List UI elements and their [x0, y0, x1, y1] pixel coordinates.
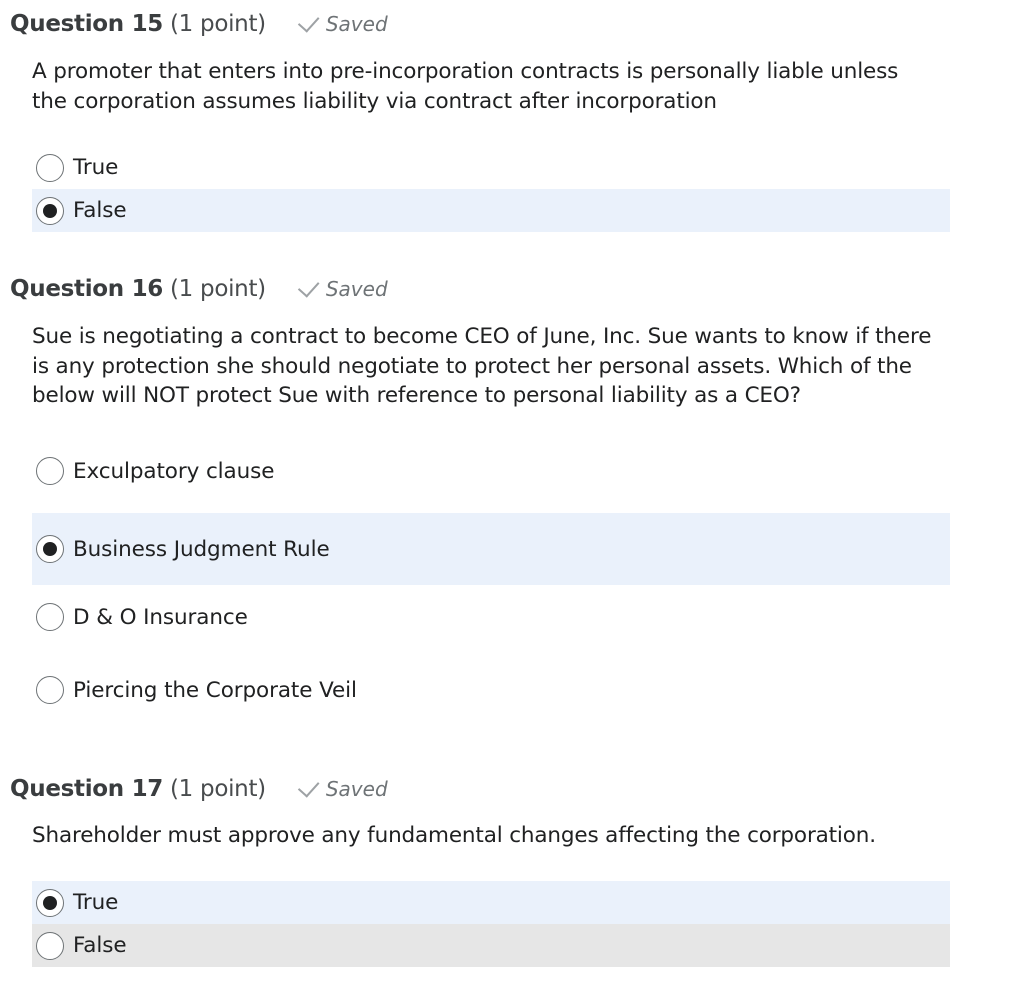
checkmark-icon [298, 775, 320, 797]
checkmark-icon [298, 275, 320, 297]
radio-button[interactable] [36, 197, 64, 225]
option-label: Business Judgment Rule [73, 536, 330, 562]
radio-button[interactable] [36, 676, 64, 704]
question-17-header [10, 774, 388, 804]
q17-option-false[interactable] [32, 924, 950, 967]
option-label: True [73, 890, 119, 915]
question-title: Question 16 (1 point) [10, 276, 266, 302]
radio-button[interactable] [36, 535, 64, 563]
question-title: Question 15 (1 point) [10, 11, 266, 37]
question-15-text [32, 57, 967, 116]
option-label: True [73, 155, 119, 180]
question-16-header [10, 274, 388, 304]
question-title: Question 17 (1 point) [10, 776, 266, 802]
saved-status: Saved [300, 277, 388, 301]
checkmark-icon [298, 10, 320, 32]
q16-option-business-judgment-rule[interactable] [32, 513, 950, 585]
question-17-text [32, 821, 967, 851]
q17-option-true[interactable] [32, 881, 950, 924]
option-label: False [73, 933, 127, 958]
radio-button[interactable] [36, 457, 64, 485]
question-text-line: Sue is negotiating a contract to become CEO of June, Inc. Sue wants to know if there [32, 324, 932, 349]
q16-option-piercing-corporate-veil[interactable] [32, 654, 950, 726]
q15-option-true[interactable] [32, 146, 950, 189]
q15-option-false[interactable] [32, 189, 950, 232]
option-label: D & O Insurance [73, 604, 248, 630]
question-15-header [10, 9, 388, 39]
question-text-line: A promoter that enters into pre-incorporation contracts is personally liable unless [32, 59, 899, 84]
radio-button[interactable] [36, 932, 64, 960]
q16-option-do-insurance[interactable] [32, 581, 950, 653]
radio-button[interactable] [36, 154, 64, 182]
radio-button[interactable] [36, 603, 64, 631]
saved-status: Saved [300, 777, 388, 801]
question-text-line: below will NOT protect Sue with reference to personal liability as a CEO? [32, 383, 801, 408]
question-text-line: Shareholder must approve any fundamental changes affecting the corporation. [32, 823, 876, 848]
question-text-line: is any protection she should negotiate to protect her personal assets. Which of the [32, 353, 912, 379]
question-text-line: the corporation assumes liability via contract after incorporation [32, 88, 717, 114]
radio-button[interactable] [36, 889, 64, 917]
q16-option-exculpatory-clause[interactable] [32, 435, 950, 507]
option-label: False [73, 198, 127, 223]
saved-status: Saved [300, 12, 388, 36]
option-label: Piercing the Corporate Veil [73, 677, 357, 703]
question-16-text [32, 322, 967, 411]
option-label: Exculpatory clause [73, 458, 275, 484]
